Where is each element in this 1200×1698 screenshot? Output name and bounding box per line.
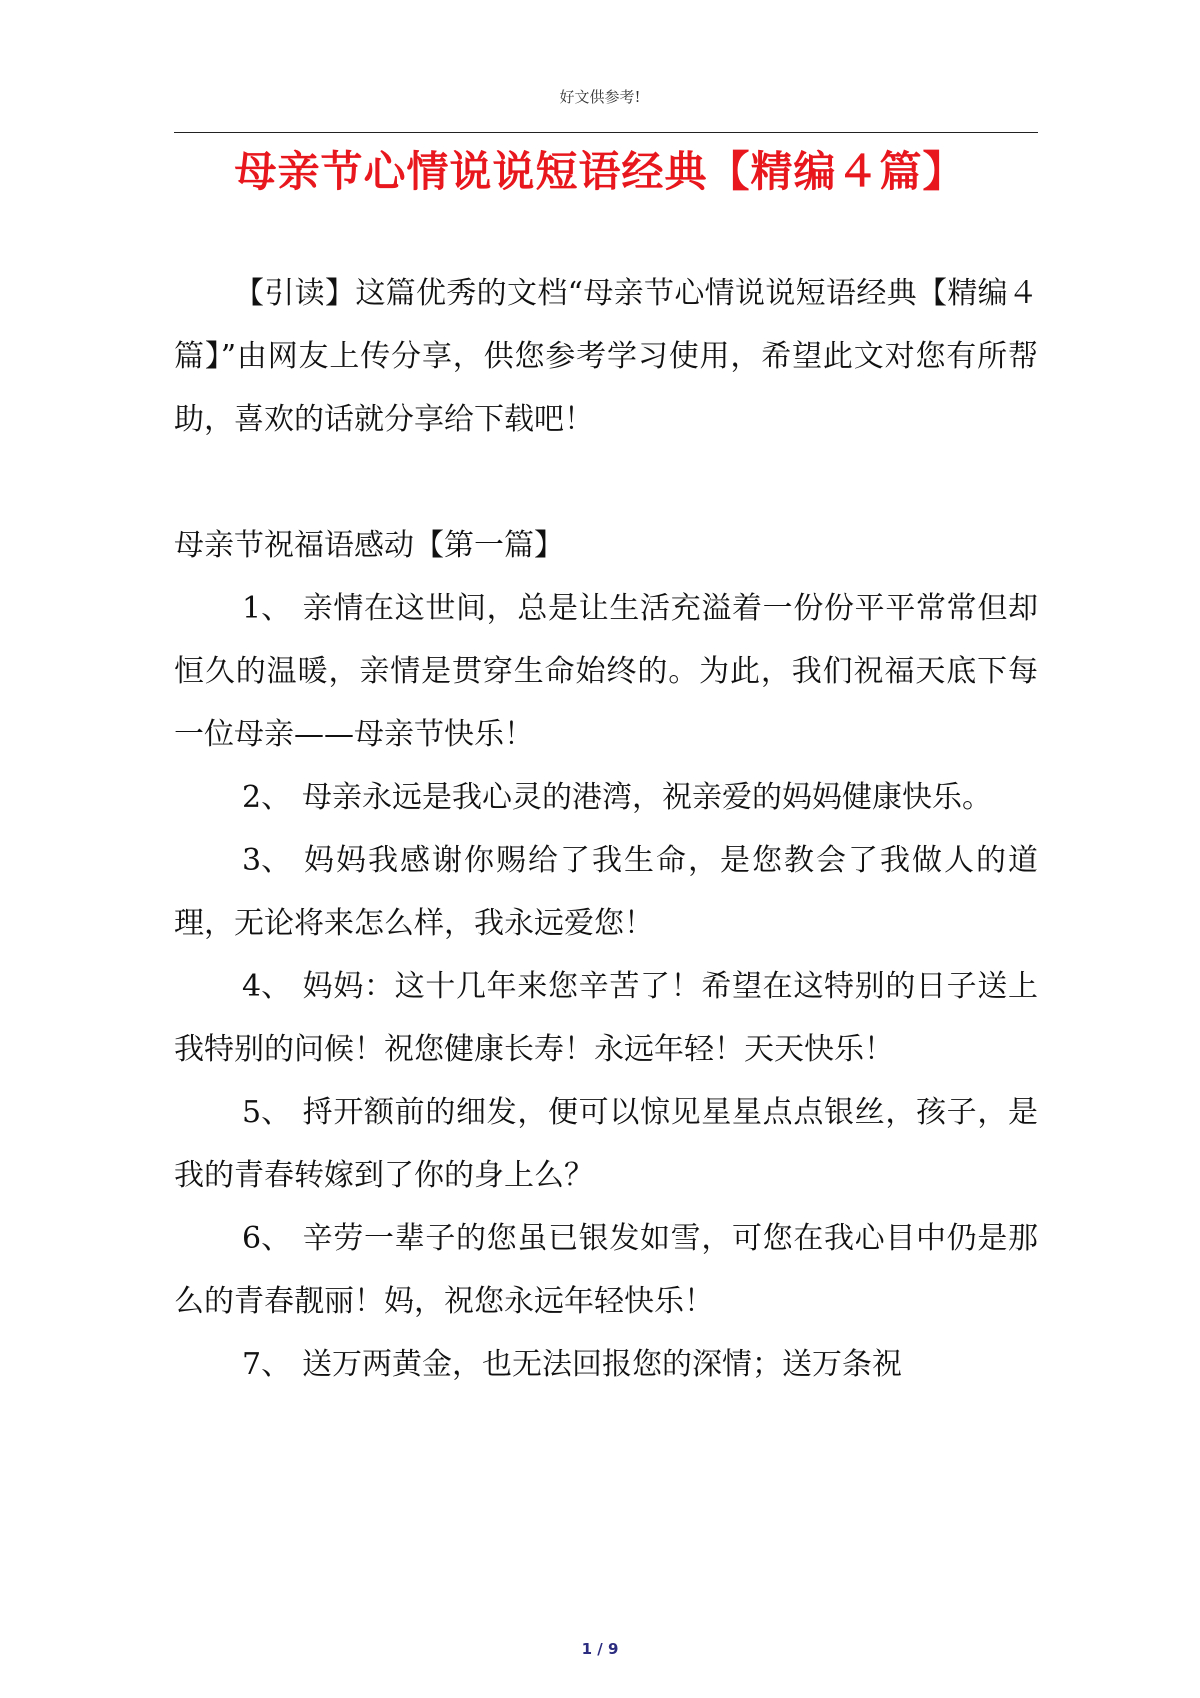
list-item-number: 7、 xyxy=(242,1347,292,1382)
list-item-number: 2、 xyxy=(242,780,292,815)
list-item-text: 送万两黄金，也无法回报您的深情；送万条祝 xyxy=(302,1347,902,1382)
list-item-number: 5、 xyxy=(242,1095,292,1130)
list-item-text: 妈妈：这十几年来您辛苦了！希望在这特别的日子送上我特别的问候！祝您健康长寿！永远年轻！天天快乐！ xyxy=(174,969,1038,1067)
intro-paragraph: 【引读】这篇优秀的文档“母亲节心情说说短语经典【精编４篇】”由网友上传分享，供您参考学习使用，希望此文对您有所帮助，喜欢的话就分享给下载吧！ xyxy=(174,276,1038,437)
list-item-text: 亲情在这世间，总是让生活充溢着一份份平平常常但却恒久的温暖，亲情是贯穿生命始终的。为此，我们祝福天底下每一位母亲——母亲节快乐！ xyxy=(174,591,1038,752)
list-item xyxy=(174,1333,1038,1396)
list-item-number: 1、 xyxy=(242,591,292,626)
running-header: 好文供参考! xyxy=(559,88,641,106)
list-item-text: 妈妈我感谢你赐给了我生命，是您教会了我做人的道理，无论将来怎么样，我永远爱您！ xyxy=(174,843,1038,941)
header-divider xyxy=(174,132,1038,133)
section-heading: 母亲节祝福语感动【第一篇】 xyxy=(174,528,564,563)
list-item-number: 3、 xyxy=(242,843,292,878)
list-item-number: 6、 xyxy=(242,1221,292,1256)
list-item-text: 母亲永远是我心灵的港湾，祝亲爱的妈妈健康快乐。 xyxy=(302,780,992,815)
list-item xyxy=(174,1207,1038,1333)
list-item xyxy=(174,829,1038,955)
page-number: 1 / 9 xyxy=(581,1640,619,1658)
list-item-number: 4、 xyxy=(242,969,292,1004)
list-item xyxy=(174,955,1038,1081)
list-item-text: 捋开额前的细发，便可以惊见星星点点银丝，孩子，是我的青春转嫁到了你的身上么？ xyxy=(174,1095,1038,1193)
list-item xyxy=(174,766,1038,829)
document-body xyxy=(174,262,1038,1396)
list-item xyxy=(174,1081,1038,1207)
list-item-text: 辛劳一辈子的您虽已银发如雪，可您在我心目中仍是那么的青春靓丽！妈，祝您永远年轻快乐！ xyxy=(174,1221,1038,1319)
document-title: 母亲节心情说说短语经典【精编４篇】 xyxy=(234,147,966,196)
list-item xyxy=(174,577,1038,766)
